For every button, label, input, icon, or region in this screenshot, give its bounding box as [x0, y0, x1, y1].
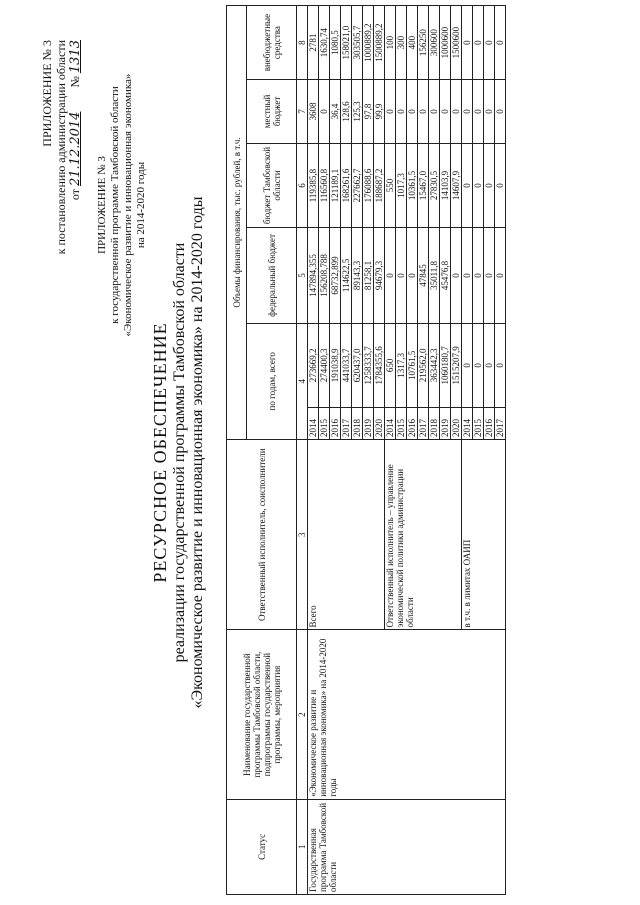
handwritten-number: 1313	[68, 40, 83, 74]
value-cell: 227662,7	[352, 143, 363, 228]
value-cell: 10761,5	[407, 323, 418, 408]
value-cell: 0	[451, 80, 462, 143]
year-cell: 2017	[341, 408, 352, 440]
value-cell: 114622,5	[341, 228, 352, 323]
value-cell: 156208,788	[319, 228, 330, 323]
header-name: Наименование государственной программы Тамбовской области, подпрограммы государственной программы, мероприятия	[227, 630, 297, 799]
value-cell: 158021,0	[341, 6, 352, 80]
value-cell: 1258333,7	[363, 323, 374, 408]
value-cell: 176088,6	[363, 143, 374, 228]
col-number: 5	[297, 228, 308, 323]
value-cell: 0	[462, 143, 473, 228]
value-cell: 303505,7	[352, 6, 363, 80]
value-cell: 0	[429, 80, 440, 143]
col-number: 3	[297, 439, 308, 629]
date-prefix: от	[68, 188, 82, 201]
year-cell: 2015	[473, 408, 484, 440]
col-number: 6	[297, 143, 308, 228]
value-cell: 0	[484, 323, 495, 408]
appendix-program-title: ПРИЛОЖЕНИЕ № 3	[96, 156, 108, 254]
value-cell: 81258,1	[363, 228, 374, 323]
value-cell: 0	[484, 228, 495, 323]
value-cell: 363442,3	[429, 323, 440, 408]
value-cell: 35011,8	[429, 228, 440, 323]
program-name-cell: «Экономическое развитие и инновационная экономика» на 2014-2020 годы	[308, 630, 506, 799]
year-cell: 2016	[407, 408, 418, 440]
value-cell: 441033,7	[341, 323, 352, 408]
col-number: 2	[297, 630, 308, 799]
appendix-resolution	[40, 40, 83, 370]
page-subtitle-1: реализации государственной программы Тамбовской области	[171, 242, 188, 663]
appendix-program-line1: к государственной программе Тамбовской области	[109, 86, 121, 324]
value-cell: 10361,5	[407, 143, 418, 228]
value-cell: 0	[396, 228, 407, 323]
value-cell: 45476,8	[440, 228, 451, 323]
year-cell: 2020	[374, 408, 385, 440]
appendix-program-line3: на 2014-2020 годы	[135, 161, 147, 249]
executor-cell: Ответственный исполнитель – управление экономической политики администрации области	[385, 439, 462, 629]
value-cell: 147894,355	[308, 228, 319, 323]
table-body	[308, 6, 506, 895]
status-cell: Государственная программа Тамбовской области	[308, 799, 506, 894]
value-cell: 0	[484, 80, 495, 143]
value-cell: 400	[407, 6, 418, 80]
value-cell: 3608	[308, 80, 319, 143]
year-cell: 2018	[352, 408, 363, 440]
year-cell: 2019	[440, 408, 451, 440]
col-number: 7	[297, 80, 308, 143]
value-cell: 550	[385, 143, 396, 228]
header-federal: федеральный бюджет	[247, 228, 297, 323]
value-cell: 0	[418, 80, 429, 143]
heading	[150, 0, 207, 905]
value-cell: 89143,3	[352, 228, 363, 323]
header-status: Статус	[227, 799, 297, 894]
value-cell: 121189,1	[330, 143, 341, 228]
handwritten-date: 21.12.2014	[68, 111, 83, 186]
header-by-year: по годам, всего	[247, 323, 297, 439]
executor-cell: Всего	[308, 439, 385, 629]
value-cell: 0	[495, 6, 506, 80]
year-cell: 2017	[418, 408, 429, 440]
year-cell: 2015	[319, 408, 330, 440]
number-prefix: №	[68, 76, 82, 88]
value-cell: 0	[451, 228, 462, 323]
year-cell: 2014	[462, 408, 473, 440]
value-cell: 0	[440, 80, 451, 143]
col-number: 8	[297, 6, 308, 80]
header-volume: Объемы финансирования, тыс. рублей, в т.ч.	[227, 6, 247, 440]
value-cell: 0	[407, 80, 418, 143]
year-cell: 2014	[308, 408, 319, 440]
col-number: 1	[297, 799, 308, 894]
appendix-title: ПРИЛОЖЕНИЕ № 3	[40, 40, 54, 147]
value-cell: 0	[484, 6, 495, 80]
value-cell: 0	[495, 323, 506, 408]
value-cell: 0	[473, 228, 484, 323]
value-cell: 1060180,7	[440, 323, 451, 408]
value-cell: 0	[484, 143, 495, 228]
header-extra: внебюджетные средства	[247, 6, 297, 80]
year-cell: 2019	[363, 408, 374, 440]
value-cell: 1000889,2	[363, 6, 374, 80]
value-cell: 1515207,9	[451, 323, 462, 408]
appendix-program	[96, 40, 148, 370]
page-title: РЕСУРСНОЕ ОБЕСПЕЧЕНИЕ	[150, 322, 170, 583]
value-cell: 274400,3	[319, 323, 330, 408]
header-local: местный бюджет	[247, 80, 297, 143]
header-executor: Ответственный исполнитель, соисполнители	[227, 439, 297, 629]
value-cell: 1000600	[440, 6, 451, 80]
value-cell: 0	[319, 80, 330, 143]
value-cell: 94679,3	[374, 228, 385, 323]
value-cell: 14607,9	[451, 143, 462, 228]
value-cell: 1500600	[451, 6, 462, 80]
value-cell: 1630,74	[319, 6, 330, 80]
value-cell: 0	[385, 80, 396, 143]
appendix-program-line2: «Экономическое развитие и инновационная экономика»	[122, 73, 134, 337]
year-cell: 2020	[451, 408, 462, 440]
col-number: 4	[297, 323, 308, 439]
value-cell: 0	[462, 228, 473, 323]
value-cell: 191038,9	[330, 323, 341, 408]
year-cell: 2016	[330, 408, 341, 440]
value-cell: 0	[473, 323, 484, 408]
value-cell: 0	[495, 143, 506, 228]
value-cell: 119385,8	[308, 143, 319, 228]
value-cell: 1080,5	[330, 6, 341, 80]
resource-table	[226, 5, 506, 895]
value-cell: 188687,2	[374, 143, 385, 228]
value-cell: 0	[473, 6, 484, 80]
value-cell: 1500889,2	[374, 6, 385, 80]
value-cell: 68732,899	[330, 228, 341, 323]
year-cell: 2015	[396, 408, 407, 440]
appendix-line: к постановлению администрации области	[54, 40, 68, 255]
table-row	[308, 6, 319, 895]
value-cell: 128,6	[341, 80, 352, 143]
year-cell: 2018	[429, 408, 440, 440]
value-cell: 1017,3	[396, 143, 407, 228]
value-cell: 100	[385, 6, 396, 80]
value-cell: 620437,0	[352, 323, 363, 408]
value-cell: 47845	[418, 228, 429, 323]
header-regional: бюджет Тамбовской области	[247, 143, 297, 228]
value-cell: 0	[473, 80, 484, 143]
appendix-date-line	[68, 40, 83, 370]
value-cell: 219562,0	[418, 323, 429, 408]
value-cell: 300600	[429, 6, 440, 80]
value-cell: 36,4	[330, 80, 341, 143]
executor-cell: в т.ч. в лимитах ОАИП	[462, 439, 506, 629]
value-cell: 2781	[308, 6, 319, 80]
value-cell: 300	[396, 6, 407, 80]
value-cell: 0	[407, 228, 418, 323]
value-cell: 0	[495, 228, 506, 323]
value-cell: 99,9	[374, 80, 385, 143]
value-cell: 1317,3	[396, 323, 407, 408]
document-header	[0, 0, 220, 905]
value-cell: 0	[385, 228, 396, 323]
value-cell: 125,3	[352, 80, 363, 143]
value-cell: 15467,0	[418, 143, 429, 228]
value-cell: 0	[462, 80, 473, 143]
value-cell: 14103,9	[440, 143, 451, 228]
value-cell: 0	[495, 80, 506, 143]
page-subtitle-2: «Экономическое развитие и инновационная экономика» на 2014-2020 годы	[189, 196, 206, 709]
value-cell: 97,8	[363, 80, 374, 143]
value-cell: 650	[385, 323, 396, 408]
value-cell: 0	[473, 143, 484, 228]
value-cell: 0	[462, 6, 473, 80]
year-cell: 2014	[385, 408, 396, 440]
value-cell: 168261,6	[341, 143, 352, 228]
value-cell: 1784355,6	[374, 323, 385, 408]
value-cell: 0	[462, 323, 473, 408]
value-cell: 0	[396, 80, 407, 143]
year-cell: 2016	[484, 408, 495, 440]
value-cell: 116560,8	[319, 143, 330, 228]
value-cell: 27830,5	[429, 143, 440, 228]
year-cell: 2017	[495, 408, 506, 440]
value-cell: 156250	[418, 6, 429, 80]
value-cell: 273669,2	[308, 323, 319, 408]
